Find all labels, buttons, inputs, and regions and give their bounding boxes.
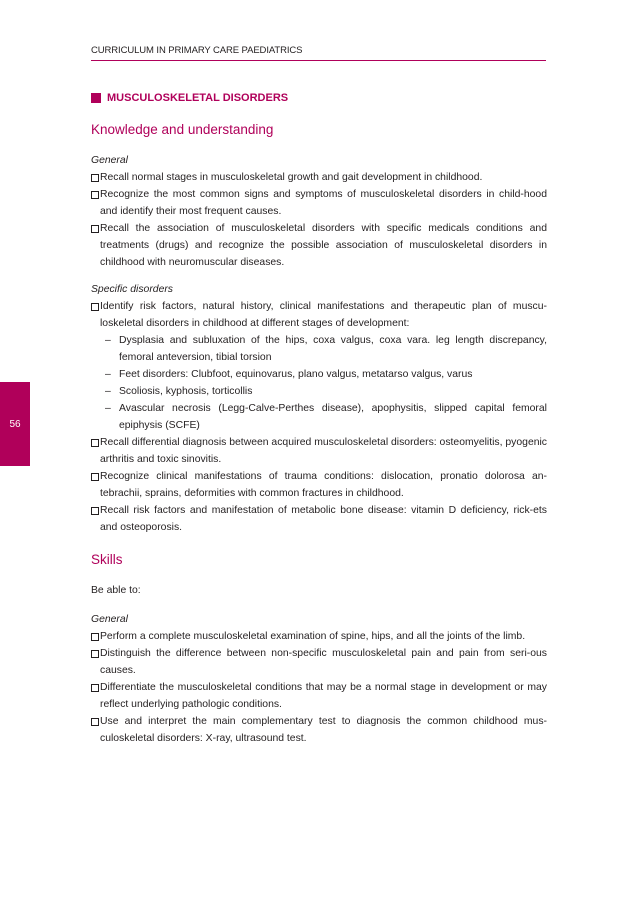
list-item: Recall risk factors and manifestation of metabolic bone disease: vitamin D deficiency, rick-ets and osteoporosis. (91, 502, 547, 536)
sub-item: – Scoliosis, kyphosis, torticollis (105, 383, 547, 400)
list-item: Recall normal stages in musculoskeletal growth and gait development in childhood. (91, 169, 547, 186)
list-item: Distinguish the difference between non-specific musculoskeletal pain and pain from seri-ous causes. (91, 645, 547, 679)
list-item (91, 298, 547, 434)
section-heading (91, 92, 288, 104)
list-item: Recognize the most common signs and symptoms of musculoskeletal disorders in child-hood and identify their most frequent causes. (91, 186, 547, 220)
list-item: Recall differential diagnosis between acquired musculoskeletal disorders: osteomyelitis, pyogenic arthritis and toxic sinovitis. (91, 434, 547, 468)
list-item: Recognize clinical manifestations of trauma conditions: dislocation, pronatio dolorosa an-tebrachii, sprains, deformities with common fractures in childhood. (91, 468, 547, 502)
section-title: MUSCULOSKELETAL DISORDERS (107, 92, 289, 104)
specific-intro: Identify risk factors, natural history, clinical manifestations and therapeutic plan of muscu-loskeletal disorders in childhood at different stages of development: (100, 301, 547, 329)
skills-heading: Skills (91, 552, 123, 567)
specific-disorders-list (91, 298, 547, 536)
page-number: 56 (9, 418, 21, 430)
list-item: Differentiate the musculoskeletal conditions that may be a normal stage in development or may reflect underlying pathologic conditions. (91, 679, 547, 713)
page-content (91, 120, 547, 747)
specific-subitems (100, 332, 547, 434)
knowledge-general-list (91, 169, 547, 271)
list-item: Perform a complete musculoskeletal examination of spine, hips, and all the joints of the limb. (91, 628, 547, 645)
list-item: Recall the association of musculoskeletal disorders with specific medicals conditions and treatments (drugs) and recognize the possible association of musculoskeletal disorders in childhood with neuromuscular diseases. (91, 220, 547, 271)
skills-lead: Be able to: (91, 585, 141, 596)
skills-list (91, 628, 547, 747)
running-title: CURRICULUM IN PRIMARY CARE PAEDIATRICS (91, 45, 546, 61)
knowledge-heading: Knowledge and understanding (91, 122, 274, 137)
section-square-icon (91, 93, 101, 103)
list-item: Use and interpret the main complementary test to diagnosis the common childhood mus-culoskeletal disorders: X-ray, ultrasound test. (91, 713, 547, 747)
knowledge-general-label: General (91, 155, 128, 166)
sub-item: – Avascular necrosis (Legg-Calve-Perthes disease), apophysitis, slipped capital femoral epiphysis (SCFE) (105, 400, 547, 434)
specific-disorders-label: Specific disorders (91, 284, 174, 295)
sub-item: – Feet disorders: Clubfoot, equinovarus, plano valgus, metatarso valgus, varus (105, 366, 547, 383)
page-number-tab (0, 382, 30, 466)
sub-item: – Dysplasia and subluxation of the hips, coxa valgus, coxa vara. leg length discrepancy, femoral anteversion, tibial torsion (105, 332, 547, 366)
skills-general-label: General (91, 614, 128, 625)
